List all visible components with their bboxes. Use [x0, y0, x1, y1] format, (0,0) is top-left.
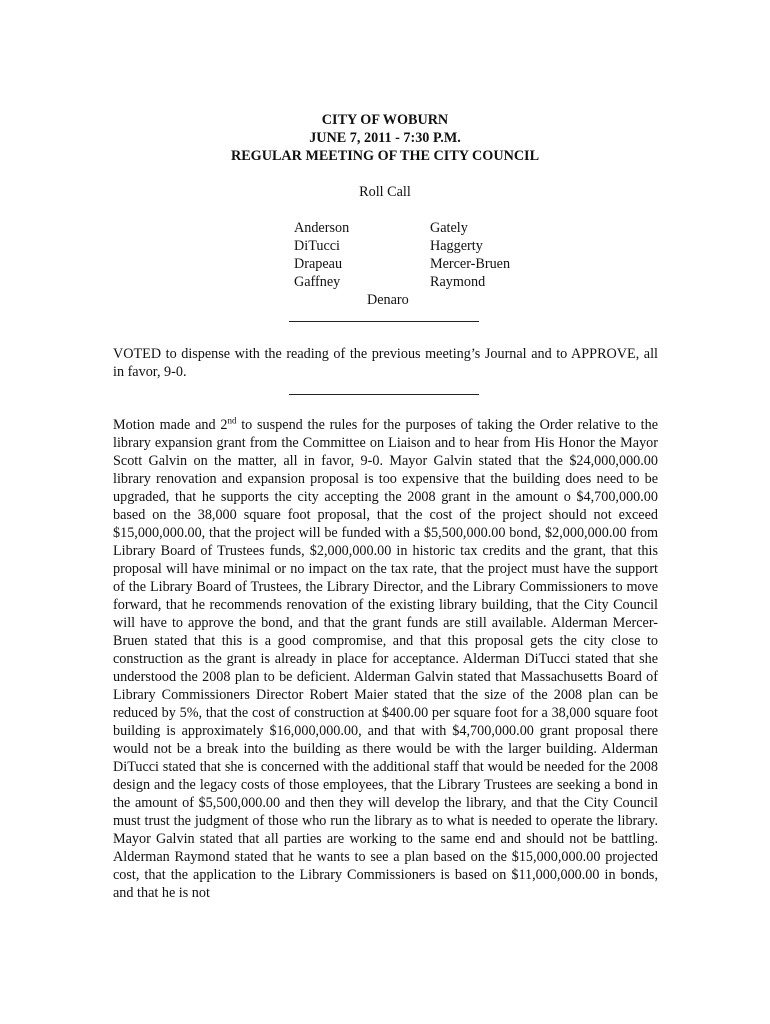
section-divider	[289, 394, 479, 395]
roll-call-name: Mercer-Bruen	[430, 256, 511, 272]
roll-call-right-column	[430, 219, 510, 291]
section-divider	[289, 321, 479, 322]
roll-call-name: Gaffney	[294, 274, 341, 290]
roll-call-title: Roll Call	[359, 184, 411, 200]
motion-body: to suspend the rules for the purposes of taking the Order relative to the library expansion grant from the Committee on Liaison and to hear from His Honor the Mayor Scott Galvin on the matter, all in favor, 9-0. Mayor Galvin stated that the $24,000,000.00 library renovation and expansion proposal is too expensive that the building does need to be upgraded, that he supports the city accepting the 2008 grant in the amount o $4,700,000.00 based on the 38,000 square foot proposal, that the cost of the project should not exceed $15,000,000.00, that the project will be funded with a $5,500,000.00 bond, $2,000,000.00 from Library Board of Trustees funds, $2,000,000.00 in historic tax credits and the grant, that this proposal will have minimal or no impact on the tax rate, that the project must have the support of the Library Board of Trustees, the Library Director, and the Library Commissioners to move forward, that he recommends renovation of the existing library building, that the City Council will have to approve the bond, and that the grant funds are still available. Alderman Mercer-Bruen stated that this is a good compromise, and that this proposal gets the city close to construction as the grant is already in place for acceptance. Alderman DiTucci stated that she understood the 2008 plan to be deficient. Alderman Galvin stated that Massachusetts Board of Library Commissioners Director Robert Maier stated that the size of the 2008 plan can be reduced by 5%, that the cost of construction at $400.00 per square foot for a 38,000 square foot building is approximately $16,000,000.00, and that with $4,700,000.00 grant proposal there would not be a break into the building as there would be with the larger building. Alderman DiTucci stated that she is concerned with the additional staff that would be needed for the 2008 design and the legacy costs of those employees, that the Library Trustees are seeking a bond in the amount of $5,500,000.00 and then they will develop the library, and that the City Council must trust the judgment of those who run the library as to what is needed to operate the library. Mayor Galvin stated that all parties are working to the same end and should not be battling. Alderman Raymond stated that he wants to see a plan based on the $15,000,000.00 projected cost, that the application to the Library Commissioners is based on $11,000,000.00 in bonds, and that he is not	[113, 417, 658, 901]
roll-call-name: DiTucci	[294, 238, 340, 254]
roll-call-name: Gately	[430, 220, 468, 236]
motion-lead: Motion made and 2	[113, 417, 228, 433]
motion-paragraph	[113, 416, 658, 902]
roll-call-name: Haggerty	[430, 238, 483, 254]
city-name: CITY OF WOBURN	[321, 112, 449, 128]
roll-call-name: Drapeau	[294, 256, 343, 272]
meeting-title: REGULAR MEETING OF THE CITY COUNCIL	[230, 148, 540, 164]
roll-call-name-centered: Denaro	[367, 292, 409, 308]
voted-paragraph: VOTED to dispense with the reading of the previous meeting’s Journal and to APPROVE, all in favor, 9-0.	[113, 346, 658, 380]
meeting-date: JUNE 7, 2011 - 7:30 P.M.	[309, 130, 461, 146]
ordinal-superscript: nd	[227, 415, 237, 426]
roll-call-left-column	[294, 219, 349, 291]
roll-call-name: Raymond	[430, 274, 486, 290]
document-header	[0, 111, 770, 165]
roll-call-name: Anderson	[294, 220, 350, 236]
